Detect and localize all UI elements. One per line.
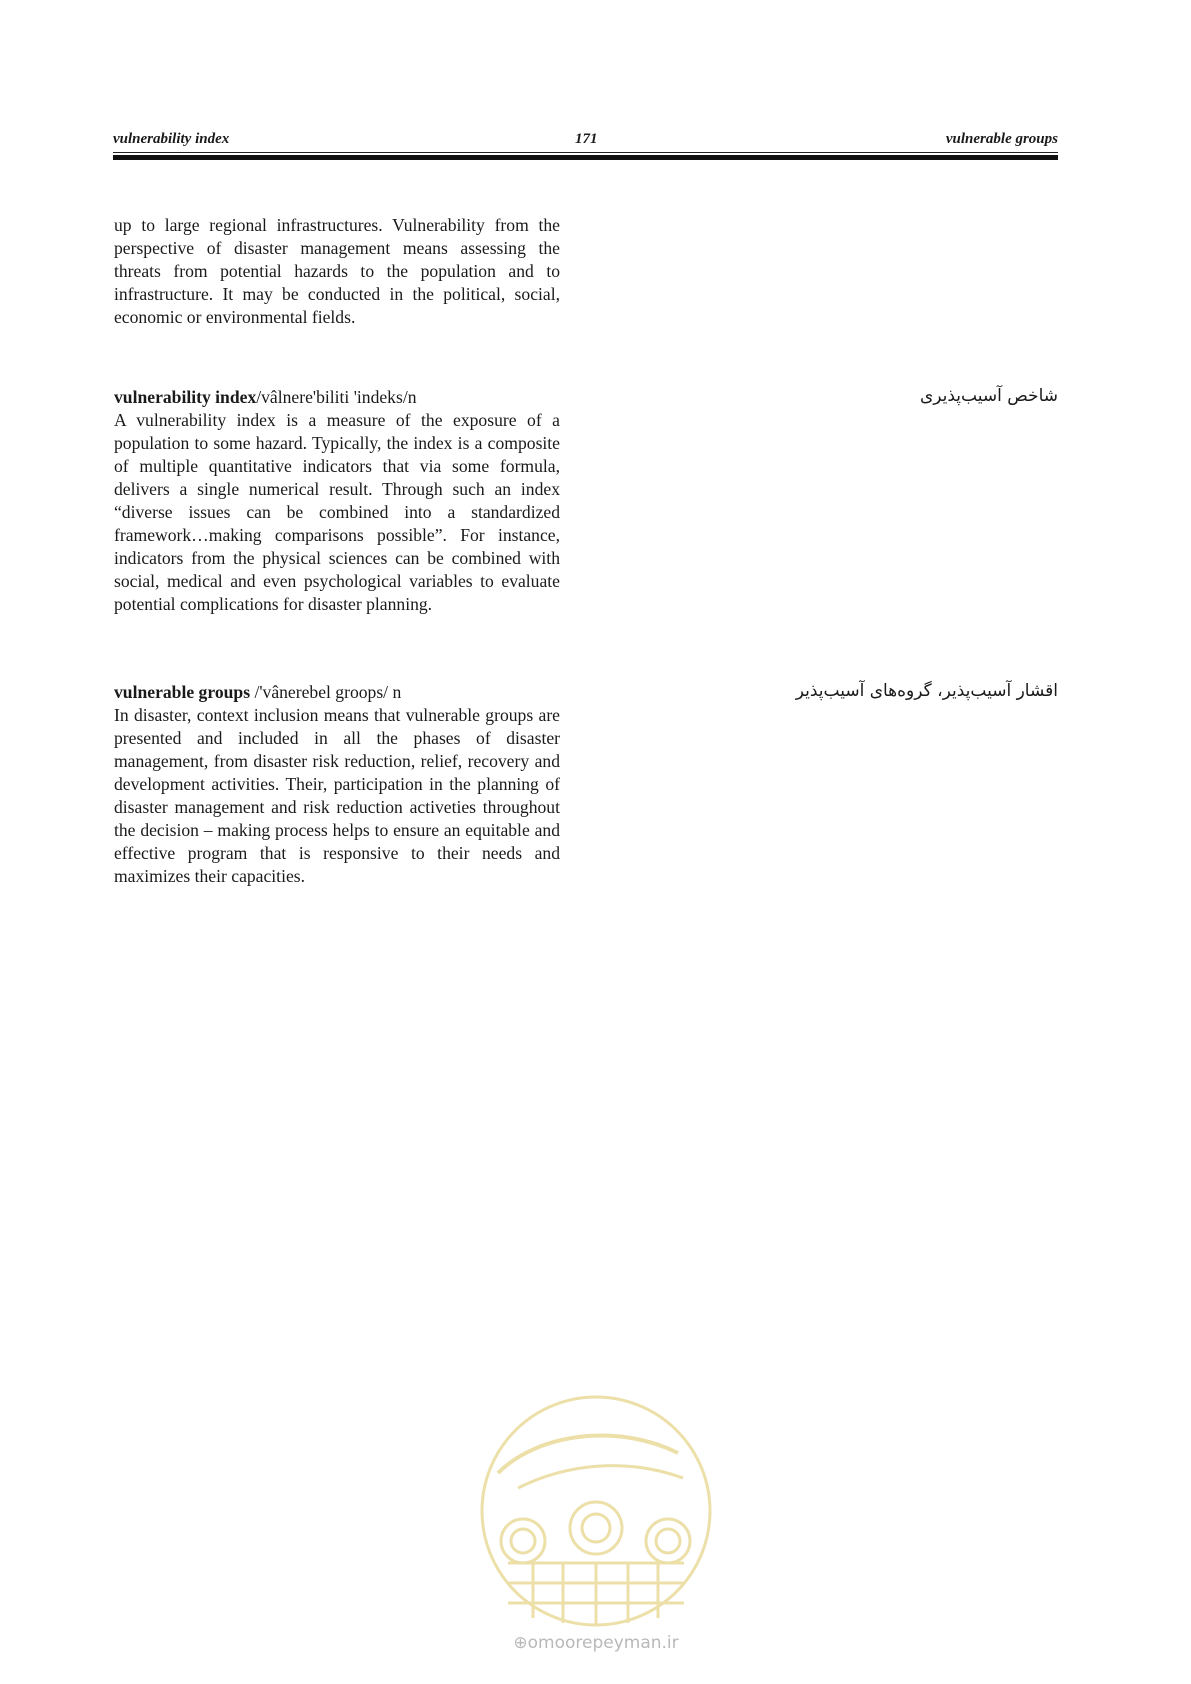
running-head [113, 128, 1058, 154]
page-number: 171 [575, 131, 598, 147]
running-head-right: vulnerable groups [945, 131, 1058, 147]
header-rule-thick [113, 155, 1058, 160]
running-head-left: vulnerability index [113, 131, 230, 147]
entry-term: vulnerable groups [114, 682, 251, 702]
entry-definition: In disaster, context inclusion means that vulnerable groups are presented and included in all the phases of disaster management, from disaster risk reduction, relief, recovery and development activities. Their, participation in the planning of disaster management and risk reduction activeties throughout the decision – making process helps to ensure an equitable and effective program that is responsive to their needs and maximizes their capacities. [114, 705, 560, 886]
watermark-site [478, 1633, 714, 1653]
watermark-site-text: omoorepeyman.ir [527, 1633, 679, 1653]
entry-definition: A vulnerability index is a measure of the exposure of a population to some hazard. Typically, the index is a composite of multiple quantitative indicators that via some formula, delivers a single numerical result. Through such an index “diverse issues can be combined into a standardized framework…making comparisons possible”. For instance, indicators from the physical sciences can be combined with social, medical and even psychological variables to evaluate potential complications for disaster planning. [114, 410, 560, 614]
continued-definition [114, 214, 560, 329]
watermark-seal [478, 1393, 714, 1629]
entry-heading [114, 681, 560, 704]
entry-vulnerable-groups [114, 681, 560, 888]
header-rule-thin [113, 152, 1058, 153]
entry-heading [114, 386, 560, 409]
entry-pronunciation: /'vânerebel groops/ n [250, 682, 402, 702]
entry-pronunciation: /vâlnere'biliti 'indeks/n [256, 387, 417, 407]
entry-term: vulnerability index [114, 387, 257, 407]
persian-equivalent-vulnerable-groups: اقشار آسیب‌پذیر، گروه‌های آسیب‌پذیر [795, 681, 1058, 701]
continuation-text: up to large regional infrastructures. Vulnerability from the perspective of disaster management means assessing the threats from potential hazards to the population and to infrastructure. It may be conducted in the political, social, economic or environmental fields. [114, 215, 560, 327]
entry-vulnerability-index [114, 386, 560, 616]
persian-equivalent-vulnerability-index: شاخص آسیب‌پذیری [919, 386, 1058, 406]
globe-icon: ⊕ [513, 1633, 528, 1653]
